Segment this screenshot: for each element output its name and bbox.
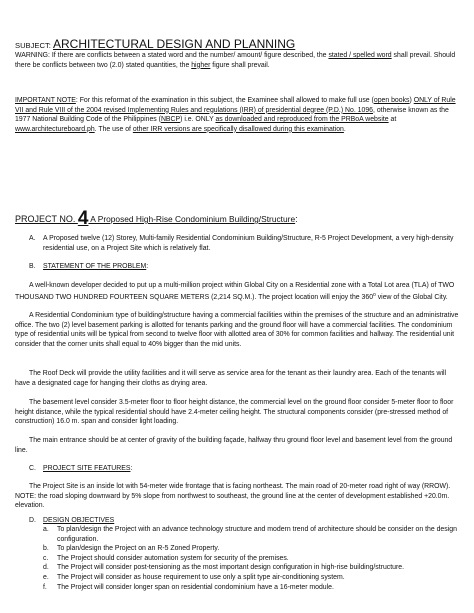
section-b-title: STATEMENT OF THE PROBLEM [43,263,147,270]
section-c-heading [29,464,461,474]
list-item-text: The Project should consider automation system for security of the premises. [57,554,289,562]
section-a-text: A Proposed twelve (12) Storey, Multi-family Residential Condominium Building/Structure, R-5 Project Development, a very high-density residential use, on a Project Site which is relatively flat. [43,235,454,252]
important-note-text: ) i.e. ONLY [180,116,216,124]
section-colon: : [146,263,149,270]
important-note-paragraph [15,96,461,134]
list-marker: a. [43,526,49,533]
list-item [43,583,461,593]
section-b-heading [29,262,461,272]
paragraph-text: A well-known developer decided to put up a multi-million project within Global City on a Residential zone with a Total Lot area (TLA) of TWO THOUSAND TWO HUNDRED FOURTEEN SQUARE METERS (2,214 SQ.M.). The project location will enjoy the 360 [15,282,455,301]
section-marker: D. [29,517,36,524]
subject-heading [15,38,295,52]
important-note-text: at [388,116,397,124]
project-colon: : [295,214,298,224]
list-item-text: To plan/design the Project on an R-5 Zoned Property. [57,545,220,553]
project-label: PROJECT NO. [15,214,78,224]
section-marker: B. [29,263,36,270]
section-c-title: PROJECT SITE FEATURES [43,465,131,472]
list-marker: c. [43,554,49,562]
section-marker: A. [29,235,36,242]
list-item [43,554,461,564]
list-marker: d. [43,564,49,572]
warning-emphasis-stated-word: stated / spelled word [328,52,392,59]
important-note-emphasis: other IRR versions are specifically disallowed during this examination [132,125,344,133]
problem-paragraph-4 [15,398,461,427]
list-item-text: The Project will consider as house requirement to use only a split type air-conditioning system. [57,573,345,581]
problem-paragraph-2 [15,311,461,349]
important-note-text: . The use of [94,125,133,133]
important-note-text: ) [409,97,414,104]
list-item [43,525,461,544]
important-note-emphasis: open books [373,97,410,104]
project-title: A Proposed High-Rise Condominium Building/Structure [88,214,296,224]
list-item [43,544,461,554]
list-marker: b. [43,545,49,553]
list-item [43,563,461,573]
list-item [43,573,461,583]
list-item-text: To plan/design the Project with an advance technology structure and modern trend of architecture should be consider on the design configuration. [57,526,457,543]
important-note-emphasis: NBCP [160,116,181,124]
list-item-text: The Project will consider post-tensioning as the most important design configuration in high-rise building/structure. [57,564,405,572]
section-marker: C. [29,465,36,472]
degree-superscript: o [373,291,376,298]
project-heading [15,208,298,229]
paragraph-text: A Residential Condominium type of building/structure having a commercial facilities within the premises of the structure and an administrative office. The two (2) level basement parking is allotted for tenants parking and the ground floor will have a commercial facilities. The condominium type of residential units will be typical from second to twelve floor with allotted area of 30% for common facilities and hallway. The residential unit consider that the corner units shall equal to 40% bigger than the mid units. [15,312,459,348]
important-note-text: . [343,125,346,133]
warning-paragraph [15,51,461,70]
warning-text: figure shall prevail. [210,61,270,69]
site-features-paragraph [15,482,461,511]
design-objectives-list [43,525,461,592]
section-colon: : [130,465,133,472]
important-note-emphasis: as downloaded and reproduced from the PRBoA website [215,116,389,124]
problem-paragraph-3 [15,369,461,388]
subject-title: ARCHITECTURAL DESIGN AND PLANNING [52,37,296,51]
problem-paragraph-1 [15,281,461,302]
warning-emphasis-higher: higher [191,61,211,69]
important-note-text: , otherwise known as the 1977 National Building Code of the Philippines ( [15,106,449,124]
important-note-emphasis: ONLY of Rule VII and Rule VIII of the 2004 revised Implementing Rules and regulations (IRR) of presidential degree (P.D.) No. 1096 [15,97,456,114]
important-note-text: : For this reformat of the examination in this subject, the Examinee shall allowed to make full use ( [75,97,374,104]
paragraph-text: The basement level consider 3.5-meter floor to floor height distance, the commercial level on the ground floor consider 5-meter floor to floor height distance, while the typical residential should have 2.4-meter ceiling height. The structural components consider (pre-stressed method of construction) 16.0 m. span and consider light loading. [15,399,454,426]
paragraph-text: The main entrance should be at center of gravity of the building façade, halfway thru ground floor level and basement level from the ground line. [15,437,453,454]
warning-text: WARNING: If there are conflicts between a stated word and the number/ amount/ figure described, the [15,52,329,59]
list-item-text: The Project will consider longer span on residential condominium have a 16-meter module. [57,583,334,591]
important-note-label: IMPORTANT NOTE [15,97,76,104]
paragraph-text: view of the Global City. [375,293,448,301]
section-a [29,234,461,253]
section-d-title: DESIGN OBJECTIVES [43,517,115,524]
paragraph-text: The Project Site is an inside lot with 54-meter wide frontage that is facing northeast. The main road of 20-meter road right of way (RROW). NOTE: the road sloping downward by 5% slope from northwest to southeast, the ground line at the center of development established +20.0m. elevation. [15,483,451,510]
subject-label: SUBJECT: [15,41,53,50]
warning-text: shall prevail. Should there be conflicts between two (2.0) stated quantities, the [15,52,456,69]
website-link[interactable]: www.architectureboard.ph [15,125,95,133]
problem-paragraph-5 [15,436,461,455]
paragraph-text: The Roof Deck will provide the utility facilities and it will serve as service area for the tenant as their laundry area. Each of the tenants will have a designated cage for hanging their cloths as drying area. [15,370,447,387]
project-number: 4 [77,208,89,229]
list-marker: e. [43,573,49,581]
list-marker: f. [43,583,47,591]
